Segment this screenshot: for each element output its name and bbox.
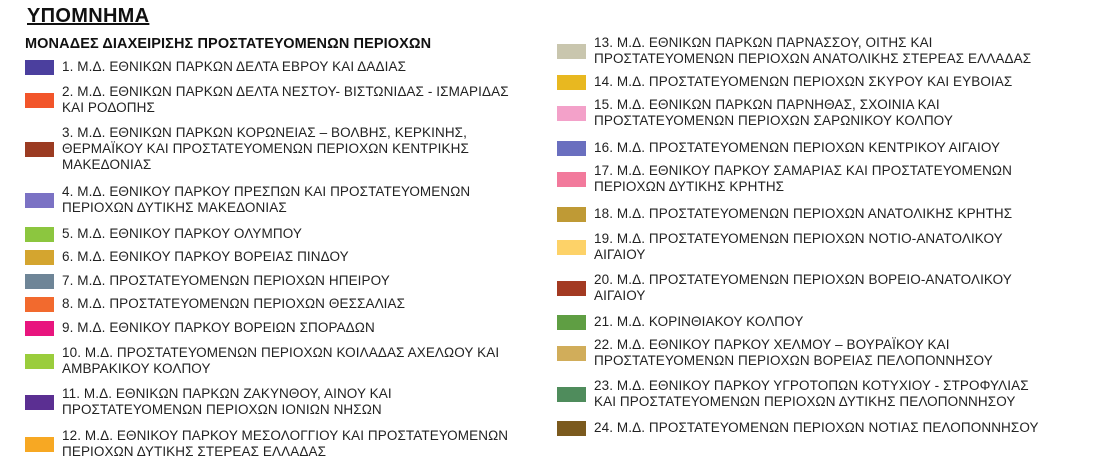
legend-color-swatch [557,346,586,361]
legend-color-swatch [25,395,54,410]
legend-item-label: 10. Μ.Δ. ΠΡΟΣΤΑΤΕΥΟΜΕΝΩΝ ΠΕΡΙΟΧΩΝ ΚΟΙΛΑΔΑΣ ΑΧΕΛΩΟΥ ΚΑΙ ΑΜΒΡΑΚΙΚΟΥ ΚΟΛΠΟΥ [62,345,500,376]
legend-item-label: 21. Μ.Δ. ΚΟΡΙΝΘΙΑΚΟΥ ΚΟΛΠΟΥ [594,314,804,329]
legend-item-label: 1. Μ.Δ. ΕΘΝΙΚΩΝ ΠΑΡΚΩΝ ΔΕΛΤΑ ΕΒΡΟΥ ΚΑΙ ΔΑΔΙΑΣ [62,59,407,74]
legend-item-label: 8. Μ.Δ. ΠΡΟΣΤΑΤΕΥΟΜΕΝΩΝ ΠΕΡΙΟΧΩΝ ΘΕΣΣΑΛΙΑΣ [62,296,406,311]
legend-color-swatch [25,142,54,157]
legend-item-label: 12. Μ.Δ. ΕΘΝΙΚΟΥ ΠΑΡΚΟΥ ΜΕΣΟΛΟΓΓΙΟΥ ΚΑΙ ΠΡΟΣΤΑΤΕΥΟΜΕΝΩΝ ΠΕΡΙΟΧΩΝ ΔΥΤΙΚΗΣ ΣΤΕΡΕΑΣ ΕΛΛΑΔΑΣ [62,428,509,459]
legend-color-swatch [557,240,586,255]
legend-item-label: 16. Μ.Δ. ΠΡΟΣΤΑΤΕΥΟΜΕΝΩΝ ΠΕΡΙΟΧΩΝ ΚΕΝΤΡΙΚΟΥ ΑΙΓΑΙΟΥ [594,140,1001,155]
legend-color-swatch [25,60,54,75]
legend-item [25,125,469,173]
legend-item-label: 11. Μ.Δ. ΕΘΝΙΚΩΝ ΠΑΡΚΩΝ ΖΑΚΥΝΘΟΥ, ΑΙΝΟΥ ΚΑΙ ΠΡΟΣΤΑΤΕΥΟΜΕΝΩΝ ΠΕΡΙΟΧΩΝ ΙΟΝΙΩΝ ΝΗΣΩΝ [62,386,392,417]
legend-item-label: 19. Μ.Δ. ΠΡΟΣΤΑΤΕΥΟΜΕΝΩΝ ΠΕΡΙΟΧΩΝ ΝΟΤΙΟ-ΑΝΑΤΟΛΙΚΟΥ ΑΙΓΑΙΟΥ [594,231,1003,262]
legend-color-swatch [557,44,586,59]
legend-item-label: 7. Μ.Δ. ΠΡΟΣΤΑΤΕΥΟΜΕΝΩΝ ΠΕΡΙΟΧΩΝ ΗΠΕΙΡΟΥ [62,273,390,288]
legend-item [557,231,1003,263]
legend-color-swatch [557,421,586,436]
legend-color-swatch [25,274,54,289]
legend-item [25,184,470,216]
legend-item [25,345,499,377]
legend-item-label: 20. Μ.Δ. ΠΡΟΣΤΑΤΕΥΟΜΕΝΩΝ ΠΕΡΙΟΧΩΝ ΒΟΡΕΙΟ-ΑΝΑΤΟΛΙΚΟΥ ΑΙΓΑΙΟΥ [594,272,1012,303]
legend-item-label: 13. Μ.Δ. ΕΘΝΙΚΩΝ ΠΑΡΚΩΝ ΠΑΡΝΑΣΣΟΥ, ΟΙΤΗΣ ΚΑΙ ΠΡΟΣΤΑΤΕΥΟΜΕΝΩΝ ΠΕΡΙΟΧΩΝ ΑΝΑΤΟΛΙΚΗΣ ΣΤΕΡΕΑΣ ΕΛΛΑΔΑΣ [594,35,1032,66]
legend-color-swatch [557,75,586,90]
legend-item [557,206,1012,222]
legend-item [25,296,405,312]
legend-item-label: 18. Μ.Δ. ΠΡΟΣΤΑΤΕΥΟΜΕΝΩΝ ΠΕΡΙΟΧΩΝ ΑΝΑΤΟΛΙΚΗΣ ΚΡΗΤΗΣ [594,206,1013,221]
legend-item-label: 3. Μ.Δ. ΕΘΝΙΚΩΝ ΠΑΡΚΩΝ ΚΟΡΩΝΕΙΑΣ – ΒΟΛΒΗΣ, ΚΕΡΚΙΝΗΣ, ΘΕΡΜΑΪΚΟΥ ΚΑΙ ΠΡΟΣΤΑΤΕΥΟΜΕΝΩΝ ΠΕΡΙΟΧΩΝ ΚΕΝΤΡΙΚΗΣ ΜΑΚΕΔΟΝΙΑΣ [62,125,469,172]
legend-color-swatch [25,93,54,108]
legend-item [557,337,993,369]
legend-item [25,249,349,265]
legend-color-swatch [557,315,586,330]
legend-item-label: 22. Μ.Δ. ΕΘΝΙΚΟΥ ΠΑΡΚΟΥ ΧΕΛΜΟΥ – ΒΟΥΡΑΪΚΟΥ ΚΑΙ ΠΡΟΣΤΑΤΕΥΟΜΕΝΩΝ ΠΕΡΙΟΧΩΝ ΒΟΡΕΙΑΣ ΠΕΛΟΠΟΝΝΗΣΟΥ [594,337,993,368]
legend-color-swatch [25,193,54,208]
legend-item-label: 14. Μ.Δ. ΠΡΟΣΤΑΤΕΥΟΜΕΝΩΝ ΠΕΡΙΟΧΩΝ ΣΚΥΡΟΥ ΚΑΙ ΕΥΒΟΙΑΣ [594,74,1013,89]
legend-item [25,428,508,460]
legend-item [25,386,392,418]
legend-item [557,97,953,129]
legend-item-label: 23. Μ.Δ. ΕΘΝΙΚΟΥ ΠΑΡΚΟΥ ΥΓΡΟΤΟΠΩΝ ΚΟΤΥΧΙΟΥ - ΣΤΡΟΦΥΛΙΑΣ ΚΑΙ ΠΡΟΣΤΑΤΕΥΟΜΕΝΩΝ ΠΕΡΙΟΧΩΝ ΔΥΤΙΚΗΣ ΠΕΛΟΠΟΝΝΗΣΟΥ [594,378,1029,409]
legend-color-swatch [557,106,586,121]
legend-color-swatch [557,387,586,402]
legend-color-swatch [25,250,54,265]
legend-color-swatch [25,321,54,336]
legend-color-swatch [557,207,586,222]
legend-color-swatch [25,227,54,242]
legend-item-label: 17. Μ.Δ. ΕΘΝΙΚΟΥ ΠΑΡΚΟΥ ΣΑΜΑΡΙΑΣ ΚΑΙ ΠΡΟΣΤΑΤΕΥΟΜΕΝΩΝ ΠΕΡΙΟΧΩΝ ΔΥΤΙΚΗΣ ΚΡΗΤΗΣ [594,163,1012,194]
legend-color-swatch [25,354,54,369]
legend-item-label: 4. Μ.Δ. ΕΘΝΙΚΟΥ ΠΑΡΚΟΥ ΠΡΕΣΠΩΝ ΚΑΙ ΠΡΟΣΤΑΤΕΥΟΜΕΝΩΝ ΠΕΡΙΟΧΩΝ ΔΥΤΙΚΗΣ ΜΑΚΕΔΟΝΙΑΣ [62,184,471,215]
legend-item [557,74,1012,90]
legend-item [25,320,375,336]
legend-color-swatch [557,141,586,156]
legend-item-label: 6. Μ.Δ. ΕΘΝΙΚΟΥ ΠΑΡΚΟΥ ΒΟΡΕΙΑΣ ΠΙΝΔΟΥ [62,249,349,264]
legend-item [25,226,302,242]
legend-item [557,140,1000,156]
legend-item [557,420,1039,436]
legend-color-swatch [25,437,54,452]
legend-item [25,273,390,289]
legend-color-swatch [557,281,586,296]
legend-item-label: 2. Μ.Δ. ΕΘΝΙΚΩΝ ΠΑΡΚΩΝ ΔΕΛΤΑ ΝΕΣΤΟΥ- ΒΙΣΤΩΝΙΔΑΣ - ΙΣΜΑΡΙΔΑΣ ΚΑΙ ΡΟΔΟΠΗΣ [62,84,509,115]
legend-item [557,35,1031,67]
legend-subtitle: ΜΟΝΑΔΕΣ ΔΙΑΧΕΙΡΙΣΗΣ ΠΡΟΣΤΑΤΕΥΟΜΕΝΩΝ ΠΕΡΙΟΧΩΝ [25,36,432,52]
legend-item [557,378,1029,410]
legend-item [25,84,509,116]
legend-item-label: 9. Μ.Δ. ΕΘΝΙΚΟΥ ΠΑΡΚΟΥ ΒΟΡΕΙΩΝ ΣΠΟΡΑΔΩΝ [62,320,375,335]
legend-item-label: 24. Μ.Δ. ΠΡΟΣΤΑΤΕΥΟΜΕΝΩΝ ΠΕΡΙΟΧΩΝ ΝΟΤΙΑΣ ΠΕΛΟΠΟΝΝΗΣΟΥ [594,420,1039,435]
legend-item [557,163,1012,195]
legend-item [25,59,406,75]
legend-item-label: 5. Μ.Δ. ΕΘΝΙΚΟΥ ΠΑΡΚΟΥ ΟΛΥΜΠΟΥ [62,226,302,241]
legend-item [557,272,1012,304]
legend-item-label: 15. Μ.Δ. ΕΘΝΙΚΩΝ ΠΑΡΚΩΝ ΠΑΡΝΗΘΑΣ, ΣΧΟΙΝΙΑ ΚΑΙ ΠΡΟΣΤΑΤΕΥΟΜΕΝΩΝ ΠΕΡΙΟΧΩΝ ΣΑΡΩΝΙΚΟΥ ΚΟΛΠΟΥ [594,97,953,128]
legend-item [557,314,803,330]
legend-color-swatch [557,172,586,187]
legend-title: ΥΠΟΜΝΗΜΑ [27,5,150,27]
legend-color-swatch [25,297,54,312]
